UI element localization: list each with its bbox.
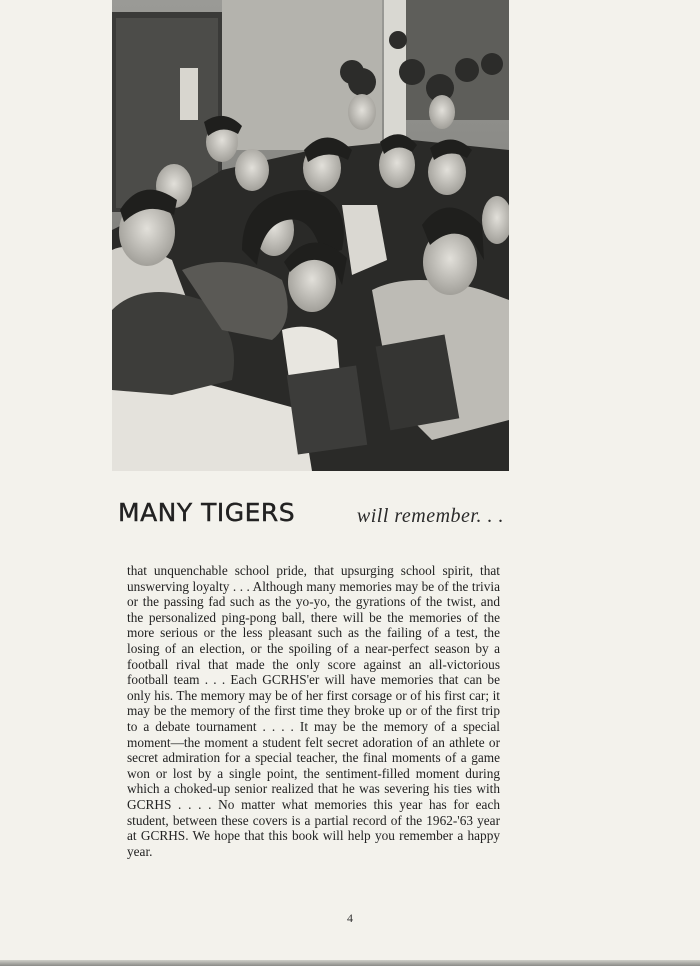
body-paragraph: that unquenchable school pride, that upsurging school spirit, that unswerving loyalty . . . Although many memories may be of the trivia or the passing fad such as the yo-yo, the gyrations of the twist, and the personalized ping-pong ball, there will be the memories of the more serious or the less pleasant such as the failing of a test, the losing of an election, or the spoiling of a near-perfect season by a football rival that made the only score against an all-victorious football team . . . Each GCRHS'er will have memories that can be only his. The memory may be of her first corsage or of his first car; it may be the memory of the first time they broke up or of the first trip to a debate tournament . . . . It may be the memory of a special moment—the moment a student felt secret adoration of an athlete or secret admiration for a special teacher, the final moments of a game won or lost by a single point, the sentiment-filled moment during which a choked-up senior realized that he was severing his ties with GCRHS . . . . No matter what memories this year has for each student, between these covers is a partial record of the 1962-'63 year at GCRHS. We hope that this book will help you remember a happy year. <box>127 563 500 859</box>
headline-sub: will remember. . . <box>356 505 504 527</box>
headline-main: MANY TIGERS <box>118 498 296 527</box>
page-edge <box>0 960 700 966</box>
headline <box>118 496 508 536</box>
hallway-crowd-photo <box>112 0 509 471</box>
page-number: 4 <box>347 911 353 925</box>
